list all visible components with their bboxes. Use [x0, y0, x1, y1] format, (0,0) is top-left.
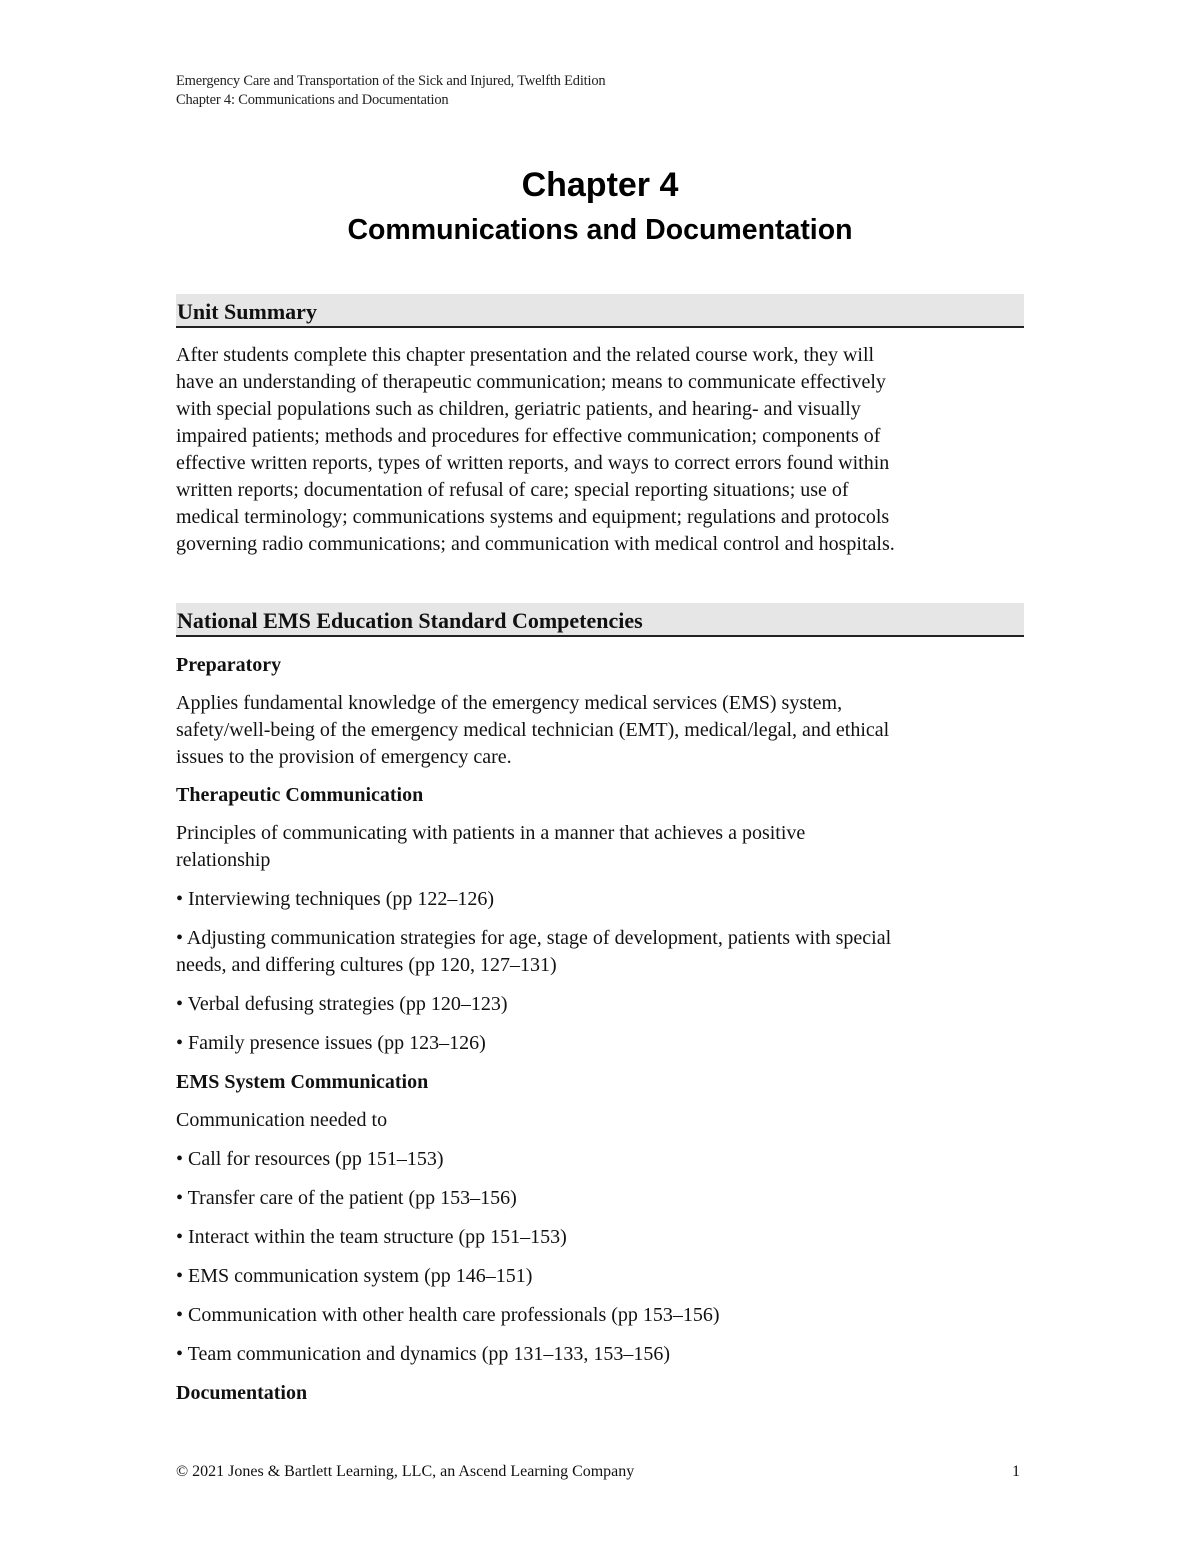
documentation-subhead: Documentation — [176, 1382, 308, 1404]
bullet-item: • Verbal defusing strategies (pp 120–123) — [176, 993, 508, 1015]
competencies-body — [176, 652, 1028, 1406]
preparatory-line: issues to the provision of emergency care. — [176, 746, 512, 768]
page-footer — [176, 1462, 1024, 1482]
competencies-heading: National EMS Education Standard Competencies — [176, 603, 1024, 637]
running-head — [176, 72, 605, 110]
bullet-item: • Communication with other health care professionals (pp 153–156) — [176, 1304, 720, 1326]
summary-line: impaired patients; methods and procedures for effective communication; components of — [176, 425, 881, 447]
preparatory-line: safety/well-being of the emergency medical technician (EMT), medical/legal, and ethical — [176, 719, 890, 741]
bullet-item: • Interact within the team structure (pp 151–153) — [176, 1226, 567, 1248]
chapter-number: Chapter 4 — [521, 166, 679, 204]
running-head-chapter: Chapter 4: Communications and Documentation — [176, 92, 449, 108]
summary-line: have an understanding of therapeutic communication; means to communicate effectively — [176, 371, 886, 393]
running-head-book-title: Emergency Care and Transportation of the Sick and Injured, Twelfth Edition — [176, 73, 606, 89]
summary-line: with special populations such as children, geriatric patients, and hearing- and visually — [176, 398, 861, 420]
preparatory-subhead: Preparatory — [176, 654, 282, 676]
summary-line: After students complete this chapter presentation and the related course work, they will — [176, 344, 875, 366]
therapeutic-intro-line: Principles of communicating with patients in a manner that achieves a positive — [176, 822, 806, 844]
unit-summary-heading: Unit Summary — [176, 294, 1024, 328]
bullet-item: • Transfer care of the patient (pp 153–156) — [176, 1187, 517, 1209]
bullet-item: • EMS communication system (pp 146–151) — [176, 1265, 533, 1287]
bullet-item: • Adjusting communication strategies for age, stage of development, patients with special — [176, 927, 892, 949]
bullet-item: • Interviewing techniques (pp 122–126) — [176, 888, 495, 910]
title-block — [0, 162, 1200, 252]
page-number: 1 — [1012, 1463, 1020, 1480]
copyright-notice: © 2021 Jones & Bartlett Learning, LLC, an Ascend Learning Company — [176, 1463, 635, 1480]
ems-system-intro: Communication needed to — [176, 1109, 388, 1131]
therapeutic-intro-line: relationship — [176, 849, 271, 871]
bullet-item: • Call for resources (pp 151–153) — [176, 1148, 444, 1170]
unit-summary-text — [176, 342, 1028, 558]
summary-line: medical terminology; communications systems and equipment; regulations and protocols — [176, 506, 890, 528]
bullet-item-continued: needs, and differing cultures (pp 120, 127–131) — [176, 954, 557, 976]
preparatory-line: Applies fundamental knowledge of the emergency medical services (EMS) system, — [176, 692, 843, 714]
bullet-item: • Team communication and dynamics (pp 131–133, 153–156) — [176, 1343, 671, 1365]
summary-line: effective written reports, types of written reports, and ways to correct errors found within — [176, 452, 890, 474]
chapter-title: Communications and Documentation — [347, 214, 853, 246]
therapeutic-subhead: Therapeutic Communication — [176, 784, 424, 806]
ems-system-subhead: EMS System Communication — [176, 1071, 429, 1093]
bullet-item: • Family presence issues (pp 123–126) — [176, 1032, 486, 1054]
summary-line: written reports; documentation of refusal of care; special reporting situations; use of — [176, 479, 849, 501]
summary-line: governing radio communications; and communication with medical control and hospitals. — [176, 533, 895, 555]
